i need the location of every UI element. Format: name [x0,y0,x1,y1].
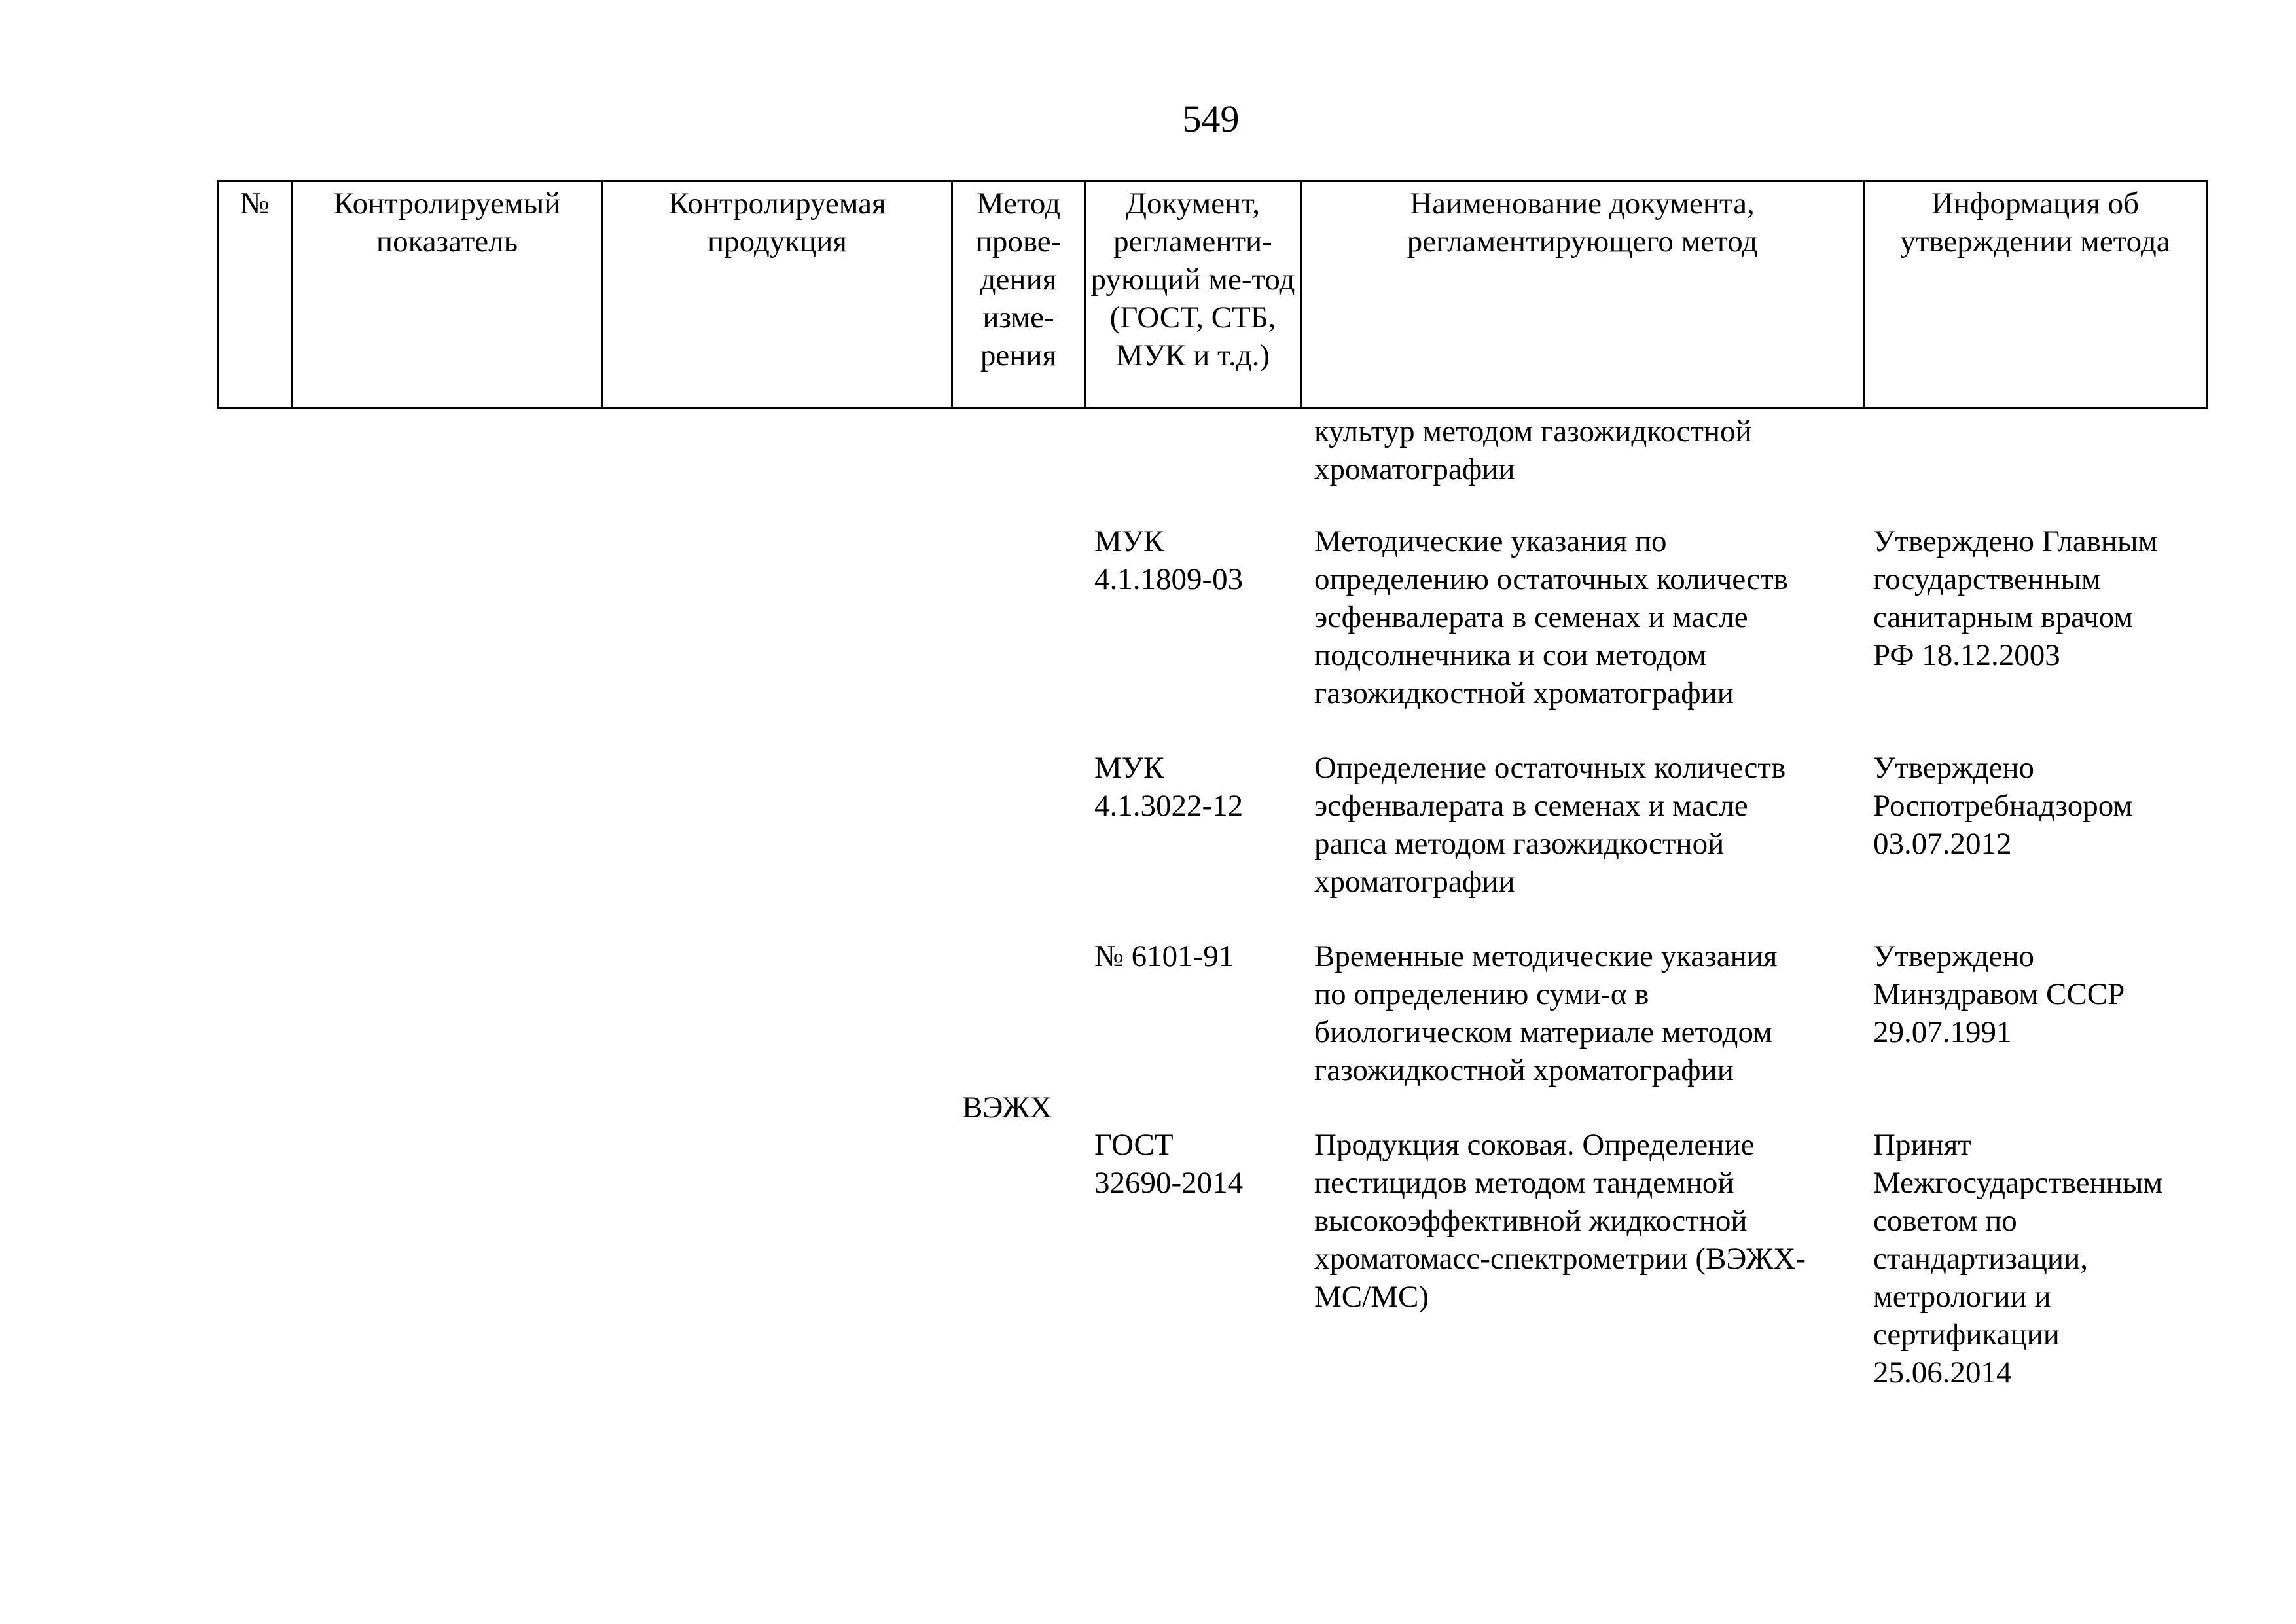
row-approval: Принят Межгосударственным советом по стандартизации, метрологии и сертификации 25.06.2014 [1873,1128,2163,1390]
header-col-method: Метод прове-дения изме-рения [952,181,1085,408]
row-approval: Утверждено Роспотребнадзором 03.07.2012 [1873,751,2133,861]
row-document: ГОСТ 32690-2014 [1094,1128,1244,1200]
row-document-name: Временные методические указания по определению суми-α в биологическом материале методом газожидкостной хроматографии [1314,939,1778,1087]
row-document-name: Методические указания по определению остаточных количеств эсфенвалерата в семенах и масле подсолнечника и сои методом газожидкостной хроматографии [1314,524,1788,710]
continuation-text: культур методом газожидкостной хроматографии [1314,414,1752,486]
header-col-indicator: Контролируемый показатель [292,181,603,408]
row-document-name: Продукция соковая. Определение пестицидов методом тандемной высокоэффективной жидкостной хроматомасс-спектрометрии (ВЭЖХ- МС/МС) [1314,1128,1806,1314]
row-approval: Утверждено Минздравом СССР 29.07.1991 [1873,939,2125,1049]
row-document-name: Определение остаточных количеств эсфенвалерата в семенах и масле рапса методом газожидкостной хроматографии [1314,751,1786,899]
row-approval: Утверждено Главным государственным санитарным врачом РФ 18.12.2003 [1873,524,2158,672]
header-col-product: Контролируемая продукция [603,181,952,408]
header-col-number: № [218,181,292,408]
table-header [217,180,2208,409]
header-col-document-name: Наименование документа, регламентирующего метод [1301,181,1864,408]
method-label: ВЭЖХ [962,1091,1052,1125]
row-document: МУК 4.1.1809-03 [1094,524,1244,596]
header-col-document: Документ, регламенти-рующий ме-тод (ГОСТ, СТБ, МУК и т.д.) [1085,181,1301,408]
header-col-approval: Информация об утверждении метода [1864,181,2207,408]
row-document: № 6101-91 [1094,939,1234,973]
row-document: МУК 4.1.3022-12 [1094,751,1244,823]
page-number: 549 [1182,98,1240,140]
